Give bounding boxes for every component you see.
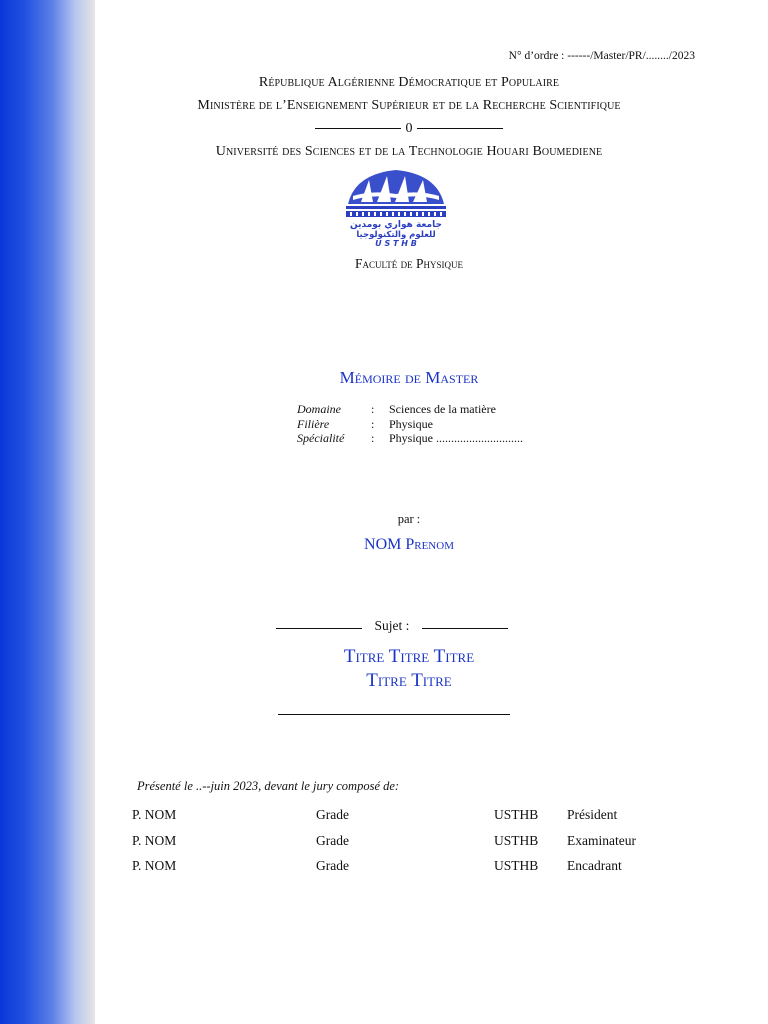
jury-member-name: P. NOM xyxy=(132,858,177,873)
jury-member-name: P. NOM xyxy=(132,807,177,822)
info-label: Spécialité xyxy=(297,431,345,445)
author-name: NOM Prenom xyxy=(364,536,454,553)
info-separator: : xyxy=(371,416,375,431)
logo-arabic-line-2: للعلوم والتكنولوجيا xyxy=(356,230,436,240)
jury-member-grade: Grade xyxy=(316,858,349,873)
jury-member-role: Président xyxy=(567,807,618,822)
separator-line-right xyxy=(417,128,503,129)
info-value: Sciences de la matière xyxy=(389,402,496,416)
subject-bottom-rule xyxy=(278,714,510,715)
subject-rule-right xyxy=(422,628,508,629)
info-row-domaine xyxy=(297,402,523,417)
jury-member-grade: Grade xyxy=(316,833,349,848)
jury-member-role: Examinateur xyxy=(567,833,636,848)
jury-row xyxy=(0,807,768,827)
subject-title-line-2: Titre Titre xyxy=(366,670,452,691)
subject-label: Sujet : xyxy=(374,618,410,633)
info-separator: : xyxy=(371,431,375,445)
jury-member-institution: USTHB xyxy=(494,833,539,848)
jury-member-institution: USTHB xyxy=(494,807,539,822)
jury-member-grade: Grade xyxy=(316,807,349,822)
info-label: Domaine xyxy=(297,402,341,416)
university-heading: Université des Sciences et de la Technologie Houari Boumediene xyxy=(215,144,603,159)
order-number: N° d’ordre : ------/Master/PR/......../2023 xyxy=(508,50,695,62)
subject-rule-left xyxy=(276,628,362,629)
separator-mark: 0 xyxy=(405,121,413,136)
info-value: Physique xyxy=(389,416,434,431)
usthb-logo xyxy=(343,168,449,248)
logo-acronym: U S T H B xyxy=(375,239,417,248)
info-row-specialite xyxy=(297,431,523,446)
info-row-filiere xyxy=(297,417,523,432)
memoire-info-table xyxy=(297,402,523,446)
jury-row xyxy=(0,858,768,878)
separator-line-left xyxy=(315,128,401,129)
info-value: Physique ............................. xyxy=(389,431,524,445)
par-label: par : xyxy=(397,512,421,526)
jury-intro: Présenté le ..--juin 2023, devant le jury composé de: xyxy=(137,779,400,793)
jury-row xyxy=(0,833,768,853)
jury-member-name: P. NOM xyxy=(132,833,177,848)
republic-heading: République Algérienne Démocratique et Populaire xyxy=(258,75,560,90)
subject-title-line-1: Titre Titre Titre xyxy=(343,646,475,667)
info-separator: : xyxy=(371,402,375,416)
faculty-heading: Faculté de Physique xyxy=(355,256,463,271)
memoire-title: Mémoire de Master xyxy=(339,368,479,387)
header-separator xyxy=(95,121,723,137)
jury-member-institution: USTHB xyxy=(494,858,539,873)
logo-arabic-line-1: جامعة هواري بومدين xyxy=(350,220,442,230)
jury-member-role: Encadrant xyxy=(567,858,622,873)
ministry-heading: Ministère de l’Enseignement Supérieur et de la Recherche Scientifique xyxy=(197,98,621,113)
info-label: Filière xyxy=(297,416,330,431)
